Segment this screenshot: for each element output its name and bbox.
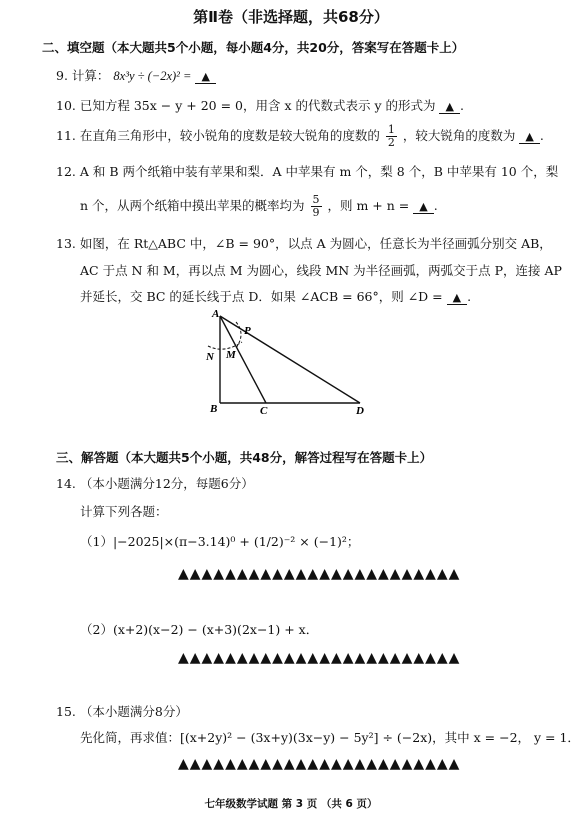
fraction [311,194,322,219]
question-number: 12. [56,164,76,179]
line-ad [220,316,360,403]
question-text: 如图，在 Rt△ABC 中，∠B = 90°，以点 A 为圆心，任意长为半径画弧分别交 AB， [79,236,552,251]
answer-blank: ▲ [413,200,433,214]
question-9 [56,66,216,84]
geometry-figure [196,308,376,418]
fraction-denominator: 2 [387,136,395,149]
section-3-heading: 三、解答题（本大题共5个小题，共48分，解答过程写在答题卡上） [56,450,433,465]
question-number: 11. [56,128,76,143]
answer-blank: ▲ [439,100,459,114]
label-m: M [226,349,236,361]
question-12-line-2 [80,194,438,219]
question-text: 并延长，交 BC 的延长线于点 D．如果 ∠ACB = 66°，则 ∠D = [80,289,443,304]
question-end: . [459,98,464,113]
label-b: B [210,403,218,415]
question-14-part-1: （1）|−2025|×(π−3.14)⁰ + (1/2)⁻² × (−1)²； [80,534,360,549]
question-text: n 个，从两个纸箱中摸出苹果的概率均为 [80,198,305,213]
question-score: （本小题满分12分，每题6分） [79,476,254,491]
question-14-intro: 计算下列各题： [80,504,168,519]
answer-placeholder-1: ▲▲▲▲▲▲▲▲▲▲▲▲▲▲▲▲▲▲▲▲▲▲▲▲ [178,566,461,582]
fraction [386,124,397,149]
question-number: 14. [56,476,76,491]
question-text: 已知方程 35x − y + 20 = 0，用含 x 的代数式表示 y 的形式为 [79,98,436,113]
question-14-part-2: （2）(x+2)(x−2) − (x+3)(2x−1) + x． [80,622,319,637]
label-a: A [212,308,220,320]
label-c: C [260,405,268,417]
question-number: 13. [56,236,76,251]
question-end: . [539,128,544,143]
page-title: 第Ⅱ卷（非选择题，共68分） [193,8,389,26]
label-d: D [356,405,364,417]
question-end: . [433,198,438,213]
question-13-line-2: AC 于点 N 和 M，再以点 M 为圆心，线段 MN 为半径画弧，两弧交于点 P，连接 AP [80,263,562,278]
question-14-header [56,474,254,492]
section-2-heading: 二、填空题（本大题共5个小题，每小题4分，共20分，答案写在答题卡上） [42,40,465,55]
question-number: 9. [56,68,68,83]
math-expression: 8x³y ÷ (−2x)² = [113,69,192,83]
question-text: ，较大锐角的度数为 [402,128,516,143]
fraction-numerator: 5 [312,193,320,206]
question-text: A 和 B 两个纸箱中装有苹果和梨．A 中苹果有 m 个，梨 8 个，B 中苹果有 10 个，梨 [79,164,559,179]
question-11 [56,124,544,149]
question-15-text: 先化简，再求值：[(x+2y)² − (3x+y)(3x−y) − 5y²] ÷ (−2x)，其中 x = −2， y = 1． [80,730,580,745]
question-13-line-3 [80,287,471,305]
question-end: . [467,289,472,304]
question-10 [56,96,464,114]
label-p: P [244,325,251,337]
fraction-numerator: 1 [387,123,395,136]
question-12-line-1 [56,162,558,180]
question-13-line-1 [56,234,552,252]
question-text: ，则 m + n = [327,198,410,213]
answer-placeholder-3: ▲▲▲▲▲▲▲▲▲▲▲▲▲▲▲▲▲▲▲▲▲▲▲▲ [178,756,461,772]
question-number: 15. [56,704,76,719]
question-number: 10. [56,98,76,113]
fraction-denominator: 9 [312,206,320,219]
answer-placeholder-2: ▲▲▲▲▲▲▲▲▲▲▲▲▲▲▲▲▲▲▲▲▲▲▲▲ [178,650,461,666]
page-footer: 七年级数学试题 第 3 页 （共 6 页） [204,798,378,810]
question-score: （本小题满分8分） [79,704,188,719]
label-n: N [206,351,214,363]
question-text: 计算： [71,68,110,83]
answer-blank: ▲ [519,130,539,144]
answer-blank: ▲ [195,70,215,84]
question-text: 在直角三角形中，较小锐角的度数是较大锐角的度数的 [79,128,380,143]
question-15-header [56,702,188,720]
answer-blank: ▲ [447,291,467,305]
